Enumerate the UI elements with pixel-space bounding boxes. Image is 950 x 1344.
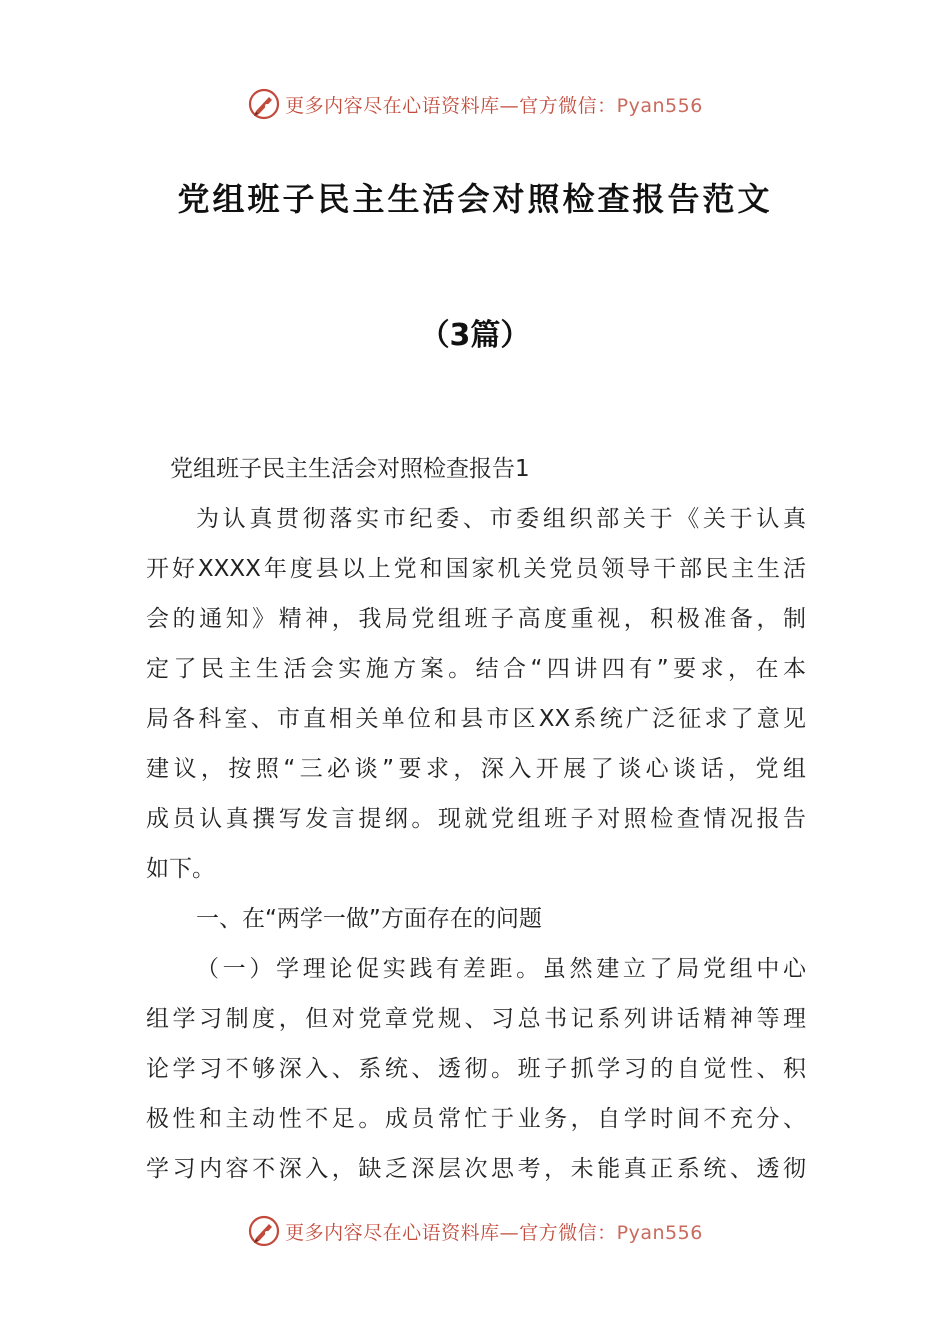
watermark-main-text: 更多内容尽在心语资料库—官方微信： xyxy=(285,94,617,117)
body-line: 建议，按照“三必谈”要求，深入开展了谈心谈话，党组 xyxy=(146,756,806,782)
watermark-text xyxy=(285,1218,703,1245)
body-line: 一、在“两学一做”方面存在的问题 xyxy=(196,906,542,932)
body-line: 定了民主生活会实施方案。结合“四讲四有”要求，在本 xyxy=(146,656,806,682)
body-line: 极性和主动性不足。成员常忙于业务，自学时间不充分、 xyxy=(146,1106,806,1132)
body-line: 为认真贯彻落实市纪委、市委组织部关于《关于认真 xyxy=(196,506,806,532)
header-watermark xyxy=(0,84,950,124)
body-line: 论学习不够深入、系统、透彻。班子抓学习的自觉性、积 xyxy=(146,1056,806,1082)
pen-logo-icon xyxy=(247,87,281,121)
body-line: 组学习制度，但对党章党规、习总书记系列讲话精神等理 xyxy=(146,1006,806,1032)
watermark-text xyxy=(285,91,703,118)
body-line: 局各科室、市直相关单位和县市区XX系统广泛征求了意见 xyxy=(146,706,806,732)
body-line: 会的通知》精神，我局党组班子高度重视，积极准备，制 xyxy=(146,606,806,632)
document-subtitle: （3篇） xyxy=(419,318,531,353)
body-line: 党组班子民主生活会对照检查报告1 xyxy=(170,456,530,482)
body-line: 学习内容不深入，缺乏深层次思考，未能真正系统、透彻 xyxy=(146,1156,806,1182)
pen-logo-icon xyxy=(247,1214,281,1248)
body-line: 如下。 xyxy=(146,856,215,882)
watermark-account: Pyan556 xyxy=(616,94,703,117)
watermark-account: Pyan556 xyxy=(616,1221,703,1244)
watermark-main-text: 更多内容尽在心语资料库—官方微信： xyxy=(285,1221,617,1244)
body-line: 开好XXXX年度县以上党和国家机关党员领导干部民主生活 xyxy=(146,556,806,582)
body-line: 成员认真撰写发言提纲。现就党组班子对照检查情况报告 xyxy=(146,806,806,832)
footer-watermark xyxy=(0,1211,950,1251)
document-body xyxy=(146,447,806,1197)
body-line: （一）学理论促实践有差距。虽然建立了局党组中心 xyxy=(196,956,806,982)
document-title: 党组班子民主生活会对照检查报告范文 xyxy=(177,180,773,218)
